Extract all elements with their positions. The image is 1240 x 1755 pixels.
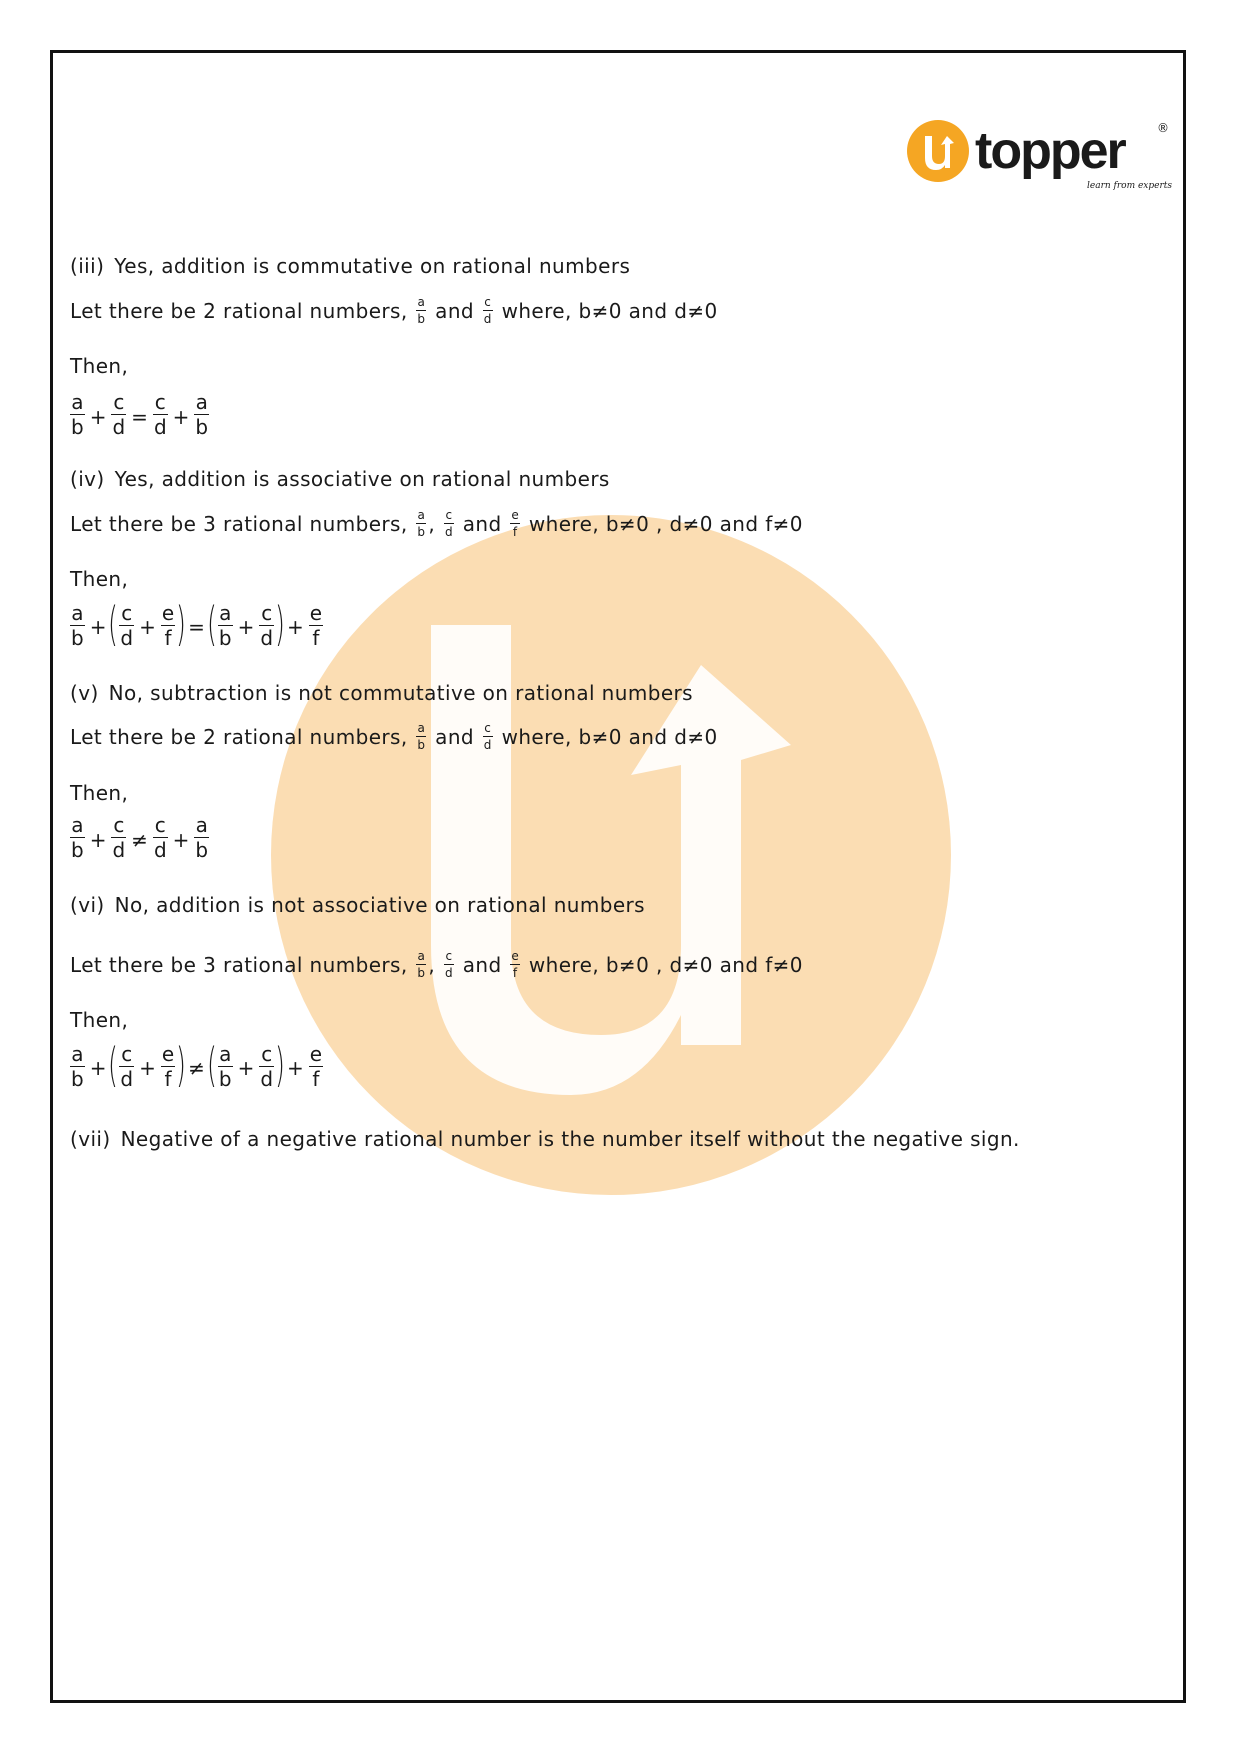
section-iv-then: Then, [70,567,129,591]
section-iii-then: Then, [70,354,129,378]
section-iii-equation: $\frac{a}{b}$ + $\frac{c}{d}$ = $\frac{c}{d}$ + $\frac{a}{b}$ [71,390,209,439]
section-vi-statement: (vi) No, addition is not associative on rational numbers [70,893,645,917]
topper-logo [905,118,1175,198]
topper-logo-icon [905,118,1175,198]
section-v-statement: (v) No, subtraction is not commutative on rational numbers [70,681,693,705]
topper-watermark-icon [271,515,951,1195]
section-iv-statement: (iv) Yes, addition is associative on rational numbers [70,467,610,491]
section-v-let: Let there be 2 rational numbers, $\frac{a}{b}$ and $\frac{c}{d}$ where, b≠0 and d≠0 [70,721,718,752]
svg-text:learn from experts: learn from experts [1087,181,1173,191]
section-vi-then: Then, [70,1008,129,1032]
section-v-equation: $\frac{a}{b}$ + $\frac{c}{d}$ ≠ $\frac{c}{d}$ + $\frac{a}{b}$ [71,813,209,862]
section-vi-equation: $\frac{a}{b}$ +( $\frac{c}{d}$ + $\frac{e}{f}$ ) ≠( $\frac{a}{b}$ + $\frac{c}{d}$ ) + $\frac{e}{f}$ [71,1038,323,1092]
section-vi-let: Let there be 3 rational numbers, $\frac{a}{b}$ , $\frac{c}{d}$ and $\frac{e}{f}$ where, b≠0 , d≠0 and f≠0 [70,949,803,980]
svg-text:topper: topper [975,122,1125,180]
section-iv-equation: $\frac{a}{b}$ +( $\frac{c}{d}$ + $\frac{e}{f}$ ) =( $\frac{a}{b}$ + $\frac{c}{d}$ ) + $\frac{e}{f}$ [71,597,323,651]
section-v-then: Then, [70,781,129,805]
section-iv-let: Let there be 3 rational numbers, $\frac{a}{b}$ , $\frac{c}{d}$ and $\frac{e}{f}$ where, b≠0 , d≠0 and f≠0 [70,508,803,539]
section-vii-statement: (vii) Negative of a negative rational number is the number itself without the negative sign. [70,1127,1020,1151]
section-iii-let: Let there be 2 rational numbers, $\frac{a}{b}$ and $\frac{c}{d}$ where, b≠0 and d≠0 [70,295,718,326]
svg-text:®: ® [1157,121,1169,135]
section-iii-statement: (iii) Yes, addition is commutative on rational numbers [70,254,631,278]
